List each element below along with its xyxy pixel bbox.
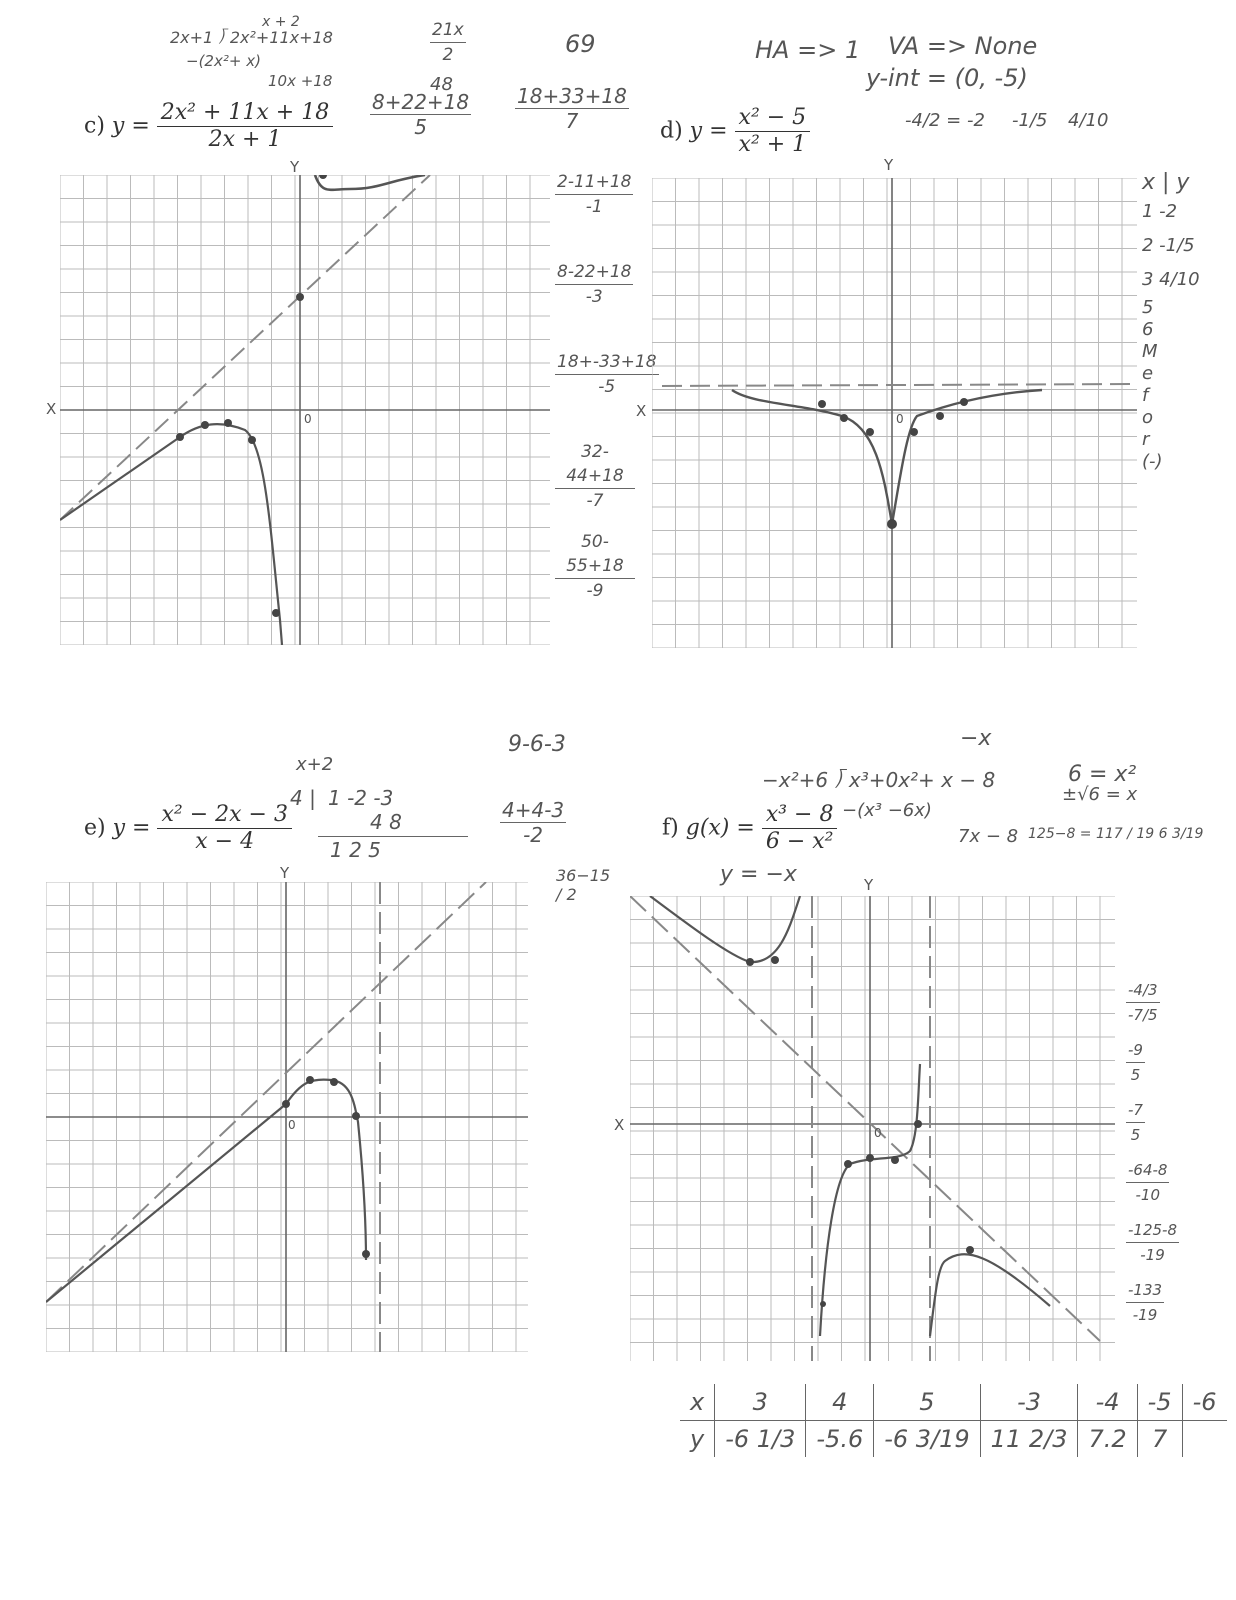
f-table-cell: -4 <box>1078 1384 1137 1421</box>
c-division-work: 2x+1 ⟌ 2x²+11x+18 <box>170 28 333 47</box>
d-table-row: 6 <box>1142 319 1154 340</box>
f-table-cell: -5.6 <box>806 1421 874 1458</box>
d-table-row: e <box>1142 363 1154 384</box>
c-note-a: $\frac{21x}{2}$ <box>432 20 464 65</box>
d-table-row: 5 <box>1142 297 1154 318</box>
d-x-axis-label: X <box>636 402 647 420</box>
c-division-remainder: 10x +18 <box>268 72 333 90</box>
f-table-cell: 7.2 <box>1078 1421 1137 1458</box>
c-note-b: 69 <box>565 30 596 58</box>
d-note-3: 4/10 <box>1068 110 1109 131</box>
e-synthetic-row1: 1 -2 -3 <box>328 786 394 810</box>
c-note-d: $\frac{8+22+18}{5}$ <box>372 90 470 139</box>
f-division-quotient: −x <box>960 726 992 751</box>
c-y-axis-label: Y <box>290 158 300 176</box>
f-table-cell: 3 <box>715 1384 806 1421</box>
f-value-table <box>680 1384 1227 1457</box>
f-note-six: 6 = x² <box>1068 762 1137 787</box>
cSide-frac-1: $\frac{8-22+18}{-3}$ <box>557 262 632 307</box>
e-synthetic-divisor: 4 | <box>290 786 316 810</box>
e-synthetic-row3: 1 2 5 <box>330 838 381 862</box>
e-note-a: 9-6-3 <box>508 732 566 757</box>
d-table-row: f <box>1142 385 1149 406</box>
d-grid-lines <box>652 178 1137 648</box>
fSide-frac-4: $\frac{-125-8}{-19}$ <box>1126 1218 1179 1267</box>
d-origin-label: 0 <box>896 412 904 426</box>
f-table-cell: -6 1/3 <box>715 1421 806 1458</box>
f-table-cell: 7 <box>1137 1421 1182 1458</box>
d-graph <box>652 178 1137 648</box>
e-graph <box>46 882 528 1352</box>
e-synthetic-row2: 4 8 <box>370 810 402 834</box>
d-y-intercept: y-int = (0, -5) <box>866 64 1028 92</box>
d-table-row: o <box>1142 407 1154 428</box>
d-table-row: 2 -1/5 <box>1142 235 1195 256</box>
d-table-head: x | y <box>1142 170 1190 195</box>
f-note-pm: ±√6 = x <box>1062 784 1138 805</box>
f-table-cell: -6 3/19 <box>874 1421 980 1458</box>
d-note-1: -4/2 = -2 <box>905 110 985 131</box>
f-division-work: −x²+6 ⟌ x³+0x²+ x − 8 <box>762 768 996 792</box>
c-note-e: $\frac{18+33+18}{7}$ <box>517 84 627 133</box>
f-y-axis-label: Y <box>864 876 874 894</box>
f-x-axis-label: X <box>614 1116 625 1134</box>
f-table-cell: -6 <box>1182 1384 1226 1421</box>
c-note-c: 48 <box>430 74 453 95</box>
cSide-frac-3: $\frac{32-44+18}{-7}$ <box>555 440 635 513</box>
d-horizontal-asymptote: HA => 1 <box>755 36 861 64</box>
e-y-axis-label: Y <box>280 864 290 882</box>
c-right-branch <box>315 175 425 190</box>
d-table-row: 3 4/10 <box>1142 269 1200 290</box>
fSide-frac-2: $\frac{-7}{5}$ <box>1126 1098 1145 1147</box>
cSide-frac-4: $\frac{50-55+18}{-9}$ <box>555 530 635 603</box>
cSide-frac-0: $\frac{2-11+18}{-1}$ <box>557 172 632 217</box>
d-table-row: M <box>1142 341 1158 362</box>
f-division-remainder: 7x − 8 <box>958 826 1019 847</box>
fSide-frac-0: $\frac{-4/3}{-7/5}$ <box>1126 978 1160 1027</box>
d-y-axis-label: Y <box>884 156 894 174</box>
f-note-frac: 125−8 = 117 / 19 6 3/19 <box>1028 826 1204 842</box>
c-equation: c) y = $\frac{\text{2x² + 11x + 18}}{2x + 1}$ <box>84 100 333 153</box>
d-table-row: r <box>1142 429 1150 450</box>
fSide-frac-3: $\frac{-64-8}{-10}$ <box>1126 1158 1169 1207</box>
c-x-axis-label: X <box>46 400 57 418</box>
cSide-frac-2: $\frac{18+-33+18}{-5}$ <box>557 352 657 397</box>
f-note-36: 36−15 / 2 <box>556 866 611 904</box>
c-origin-label: 0 <box>304 412 312 426</box>
c-division-subtract: −(2x²+ x) <box>186 52 261 70</box>
f-table-cell: x <box>680 1384 715 1421</box>
f-origin-label: 0 <box>874 1126 882 1140</box>
f-table-cell <box>1182 1421 1226 1458</box>
d-table-row: 1 -2 <box>1142 201 1178 222</box>
e-left-branch <box>46 1080 366 1302</box>
fSide-frac-1: $\frac{-9}{5}$ <box>1126 1038 1145 1087</box>
f-table-cell: 5 <box>874 1384 980 1421</box>
d-value-table <box>1142 170 1232 473</box>
f-graph <box>630 896 1115 1361</box>
e-synthetic-head: x+2 <box>296 754 334 775</box>
f-table-cell: -5 <box>1137 1384 1182 1421</box>
d-equation: d) y = $\frac{\text{x² − 5}}{\text{x² + 1}}$ <box>660 105 810 158</box>
fSide-frac-5: $\frac{-133}{-19}$ <box>1126 1278 1164 1327</box>
f-table-cell: -3 <box>980 1384 1078 1421</box>
f-left-branch <box>650 896 800 962</box>
f-table-cell: 11 2/3 <box>980 1421 1078 1458</box>
f-table-cell: 4 <box>806 1384 874 1421</box>
d-note-2: -1/5 <box>1012 110 1048 131</box>
f-oblique-asymptote: y = −x <box>720 862 797 887</box>
c-division-quotient: x + 2 <box>262 14 300 30</box>
e-equation: e) y = $\frac{\text{x² − 2x − 3}}{x - 4}$ <box>84 802 292 855</box>
f-equation: f) g(x) = $\frac{\text{x³ − 8}}{\text{6 − x²}}$ <box>662 802 837 855</box>
c-graph <box>60 175 550 645</box>
d-vertical-asymptote: VA => None <box>888 32 1038 60</box>
e-origin-label: 0 <box>288 1118 296 1132</box>
e-note-b: $\frac{4+4-3}{-2}$ <box>502 798 565 847</box>
d-table-row: (-) <box>1142 451 1163 472</box>
f-division-subtract: −(x³ −6x) <box>842 800 932 821</box>
f-table-cell: y <box>690 1425 705 1453</box>
